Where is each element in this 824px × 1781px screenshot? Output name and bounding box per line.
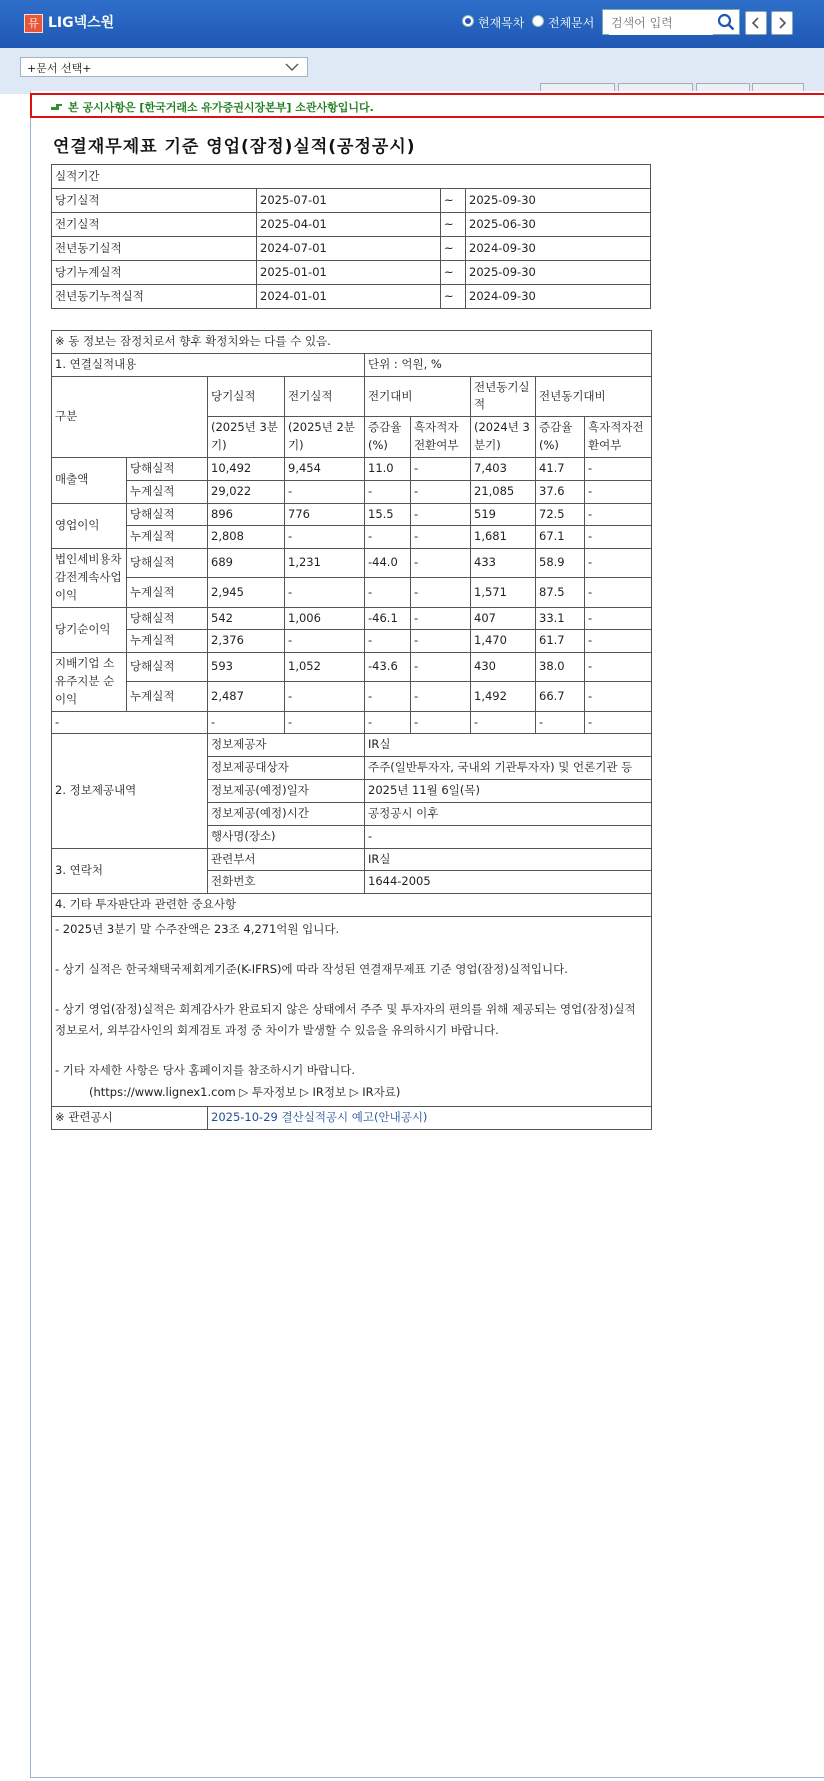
period-label: 전기실적: [52, 213, 257, 237]
col-gubun: 구분: [52, 376, 208, 457]
cell-rate2: 41.7: [536, 457, 585, 480]
table-row: [52, 213, 651, 237]
row-group-label: 지배기업 소유주지분 순이익: [52, 653, 127, 711]
cell-flip2: -: [585, 480, 652, 503]
period-from: 2025-07-01: [257, 189, 441, 213]
notice-banner: [30, 93, 824, 118]
pointing-hand-icon: [50, 99, 64, 113]
notice-text: 본 공시사항은 [한국거래소 유가증권시장본부] 소관사항입니다.: [68, 101, 374, 114]
radio-all-docs[interactable]: [532, 15, 544, 27]
cell: -: [52, 711, 208, 734]
cell-yoy: 21,085: [471, 480, 536, 503]
cell-cur: 542: [208, 607, 285, 630]
cell-cur: 2,376: [208, 630, 285, 653]
section-4-heading: 4. 기타 투자판단과 관련한 중요사항: [52, 894, 652, 917]
period-from: 2025-04-01: [257, 213, 441, 237]
cell-flip: -: [411, 578, 471, 607]
col-yoy-compare: 전년동기대비: [536, 376, 652, 417]
cell-prev: 776: [285, 503, 365, 526]
cell-flip: -: [411, 682, 471, 711]
period-label: 당기누계실적: [52, 261, 257, 285]
row-type: 당해실적: [127, 607, 208, 630]
page-title: 연결재무제표 기준 영업(잠정)실적(공정공시): [53, 137, 416, 157]
disclaimer-note: ※ 동 정보는 잠정치로서 향후 확정치와는 다를 수 있음.: [52, 331, 652, 354]
paragraph: - 2025년 3분기 말 수주잔액은 23조 4,271억원 입니다.: [55, 921, 340, 936]
row-group-label: 영업이익: [52, 503, 127, 549]
row-group-label: 당기순이익: [52, 607, 127, 653]
period-to: 2025-09-30: [466, 189, 651, 213]
cell-cur: 896: [208, 503, 285, 526]
table-row: [52, 682, 652, 711]
cell-flip: -: [411, 457, 471, 480]
period-sep: ~: [441, 237, 466, 261]
cell-flip: -: [411, 653, 471, 682]
radio-current-label: 현재목차: [478, 16, 525, 30]
paragraph: - 상기 영업(잠정)실적은 회계감사가 완료되지 않은 상태에서 주주 및 투자자의 편의를 위해 제공되는 영업(잠정)실적 정보로서, 외부감사인의 회계검토 과정 중 차이가 발생할 수 있음을 유의하시기 바랍니다.: [55, 1001, 636, 1038]
radio-all-label: 전체문서: [548, 16, 595, 30]
search-input[interactable]: [609, 11, 713, 35]
cell-cur: 29,022: [208, 480, 285, 503]
info-key: 행사명(장소): [208, 825, 365, 848]
search-box: [602, 9, 740, 35]
period-sep: ~: [441, 261, 466, 285]
related-label: ※ 관련공시: [52, 1107, 208, 1130]
cell-yoy: 519: [471, 503, 536, 526]
cell-cur: 10,492: [208, 457, 285, 480]
col-current: 당기실적: [208, 376, 285, 417]
cell-prev: 1,006: [285, 607, 365, 630]
cell-cur: 2,945: [208, 578, 285, 607]
cell-rate2: 87.5: [536, 578, 585, 607]
chevron-down-icon: [285, 63, 299, 71]
cell-flip2: -: [585, 607, 652, 630]
period-from: 2024-01-01: [257, 285, 441, 309]
row-group-label: 법인세비용차감전계속사업이익: [52, 549, 127, 607]
cell: -: [411, 711, 471, 734]
cell-rate: -: [365, 682, 411, 711]
table-row: [52, 578, 652, 607]
cell-rate2: 61.7: [536, 630, 585, 653]
row-type: 누계실적: [127, 682, 208, 711]
table-row: [52, 189, 651, 213]
chevron-left-icon: [751, 17, 761, 29]
cell: -: [285, 711, 365, 734]
chevron-right-icon: [777, 17, 787, 29]
results-table: [51, 330, 652, 1130]
cell-yoy: 433: [471, 549, 536, 578]
row-type: 당해실적: [127, 457, 208, 480]
cell-flip2: -: [585, 682, 652, 711]
table-row: [52, 630, 652, 653]
row-type: 누계실적: [127, 526, 208, 549]
row-group-label: 매출액: [52, 457, 127, 503]
row-type: 당해실적: [127, 549, 208, 578]
cell-yoy: 1,470: [471, 630, 536, 653]
info-value: IR실: [365, 734, 652, 757]
document-select-value: +문서 선택+: [27, 62, 92, 75]
paragraph: - 상기 실적은 한국채택국제회계기준(K-IFRS)에 따라 작성된 연결재무제표 기준 영업(잠정)실적입니다.: [55, 961, 568, 976]
section-3-heading: 3. 연락처: [52, 848, 208, 894]
row-type: 누계실적: [127, 630, 208, 653]
col-prev-compare: 전기대비: [365, 376, 471, 417]
contact-value: 1644-2005: [365, 871, 652, 894]
cell-flip: -: [411, 549, 471, 578]
cell-cur: 2,808: [208, 526, 285, 549]
cell-rate: 11.0: [365, 457, 411, 480]
contact-value: IR실: [365, 848, 652, 871]
company-logo-icon: 뮤: [24, 14, 43, 33]
info-value: 2025년 11월 6일(목): [365, 780, 652, 803]
cell-rate: -43.6: [365, 653, 411, 682]
cell-yoy: 7,403: [471, 457, 536, 480]
cell: -: [585, 711, 652, 734]
table-row: [52, 261, 651, 285]
row-type: 당해실적: [127, 653, 208, 682]
sub-flip-yoy: 흑자적자전환여부: [585, 417, 652, 458]
cell-prev: 9,454: [285, 457, 365, 480]
cell-flip2: -: [585, 578, 652, 607]
table-row: [52, 526, 652, 549]
cell-rate2: 38.0: [536, 653, 585, 682]
period-to: 2024-09-30: [466, 285, 651, 309]
cell-yoy: 407: [471, 607, 536, 630]
section-1-heading: 1. 연결실적내용: [52, 353, 365, 376]
cell: -: [365, 711, 411, 734]
cell-rate: -: [365, 578, 411, 607]
cell-prev: -: [285, 578, 365, 607]
period-label: 당기실적: [52, 189, 257, 213]
col-yoy: 전년동기실적: [471, 376, 536, 417]
period-sep: ~: [441, 285, 466, 309]
info-key: 정보제공대상자: [208, 757, 365, 780]
period-label: 전년동기누적실적: [52, 285, 257, 309]
cell: -: [471, 711, 536, 734]
period-from: 2025-01-01: [257, 261, 441, 285]
cell-cur: 2,487: [208, 682, 285, 711]
info-value: 공정공시 이후: [365, 802, 652, 825]
cell-yoy: 1,571: [471, 578, 536, 607]
sub-rate-yoy: 증감율(%): [536, 417, 585, 458]
cell-yoy: 1,492: [471, 682, 536, 711]
cell-flip2: -: [585, 630, 652, 653]
period-header: 실적기간: [52, 165, 651, 189]
cell-cur: 593: [208, 653, 285, 682]
cell-rate2: 37.6: [536, 480, 585, 503]
cell-prev: 1,231: [285, 549, 365, 578]
related-disclosure-link[interactable]: 2025-10-29 결산실적공시 예고(안내공시): [211, 1110, 428, 1124]
cell-rate: -: [365, 526, 411, 549]
cell-rate: 15.5: [365, 503, 411, 526]
period-label: 전년동기실적: [52, 237, 257, 261]
period-to: 2025-06-30: [466, 213, 651, 237]
col-previous: 전기실적: [285, 376, 365, 417]
results-body: [52, 457, 652, 711]
company-name: LIG넥스원: [48, 15, 115, 31]
cell-flip: -: [411, 480, 471, 503]
sub-rate: 증감율(%): [365, 417, 411, 458]
info-value: 주주(일반투자자, 국내외 기관투자자) 및 언론기관 등: [365, 757, 652, 780]
cell-prev: -: [285, 682, 365, 711]
cell-flip: -: [411, 526, 471, 549]
period-sep: ~: [441, 189, 466, 213]
cell-flip2: -: [585, 457, 652, 480]
paragraph: - 기타 자세한 사항은 당사 홈페이지를 참조하시기 바랍니다.: [55, 1063, 356, 1078]
prev-button[interactable]: [745, 11, 767, 35]
sub-flip: 흑자적자전환여부: [411, 417, 471, 458]
info-key: 정보제공(예정)시간: [208, 802, 365, 825]
radio-current-section[interactable]: [462, 15, 474, 27]
other-matters: [52, 916, 652, 1106]
cell-rate: -: [365, 480, 411, 503]
period-to: 2025-09-30: [466, 261, 651, 285]
cell-prev: -: [285, 526, 365, 549]
sub-previous: (2025년 2분기): [285, 417, 365, 458]
sub-yoy: (2024년 3분기): [471, 417, 536, 458]
cell-yoy: 430: [471, 653, 536, 682]
cell-rate: -: [365, 630, 411, 653]
cell: -: [536, 711, 585, 734]
row-type: 누계실적: [127, 480, 208, 503]
period-sep: ~: [441, 213, 466, 237]
period-from: 2024-07-01: [257, 237, 441, 261]
cell-rate: -46.1: [365, 607, 411, 630]
info-key: 정보제공(예정)일자: [208, 780, 365, 803]
cell-prev: -: [285, 480, 365, 503]
period-table: [51, 164, 651, 309]
contact-key: 관련부서: [208, 848, 365, 871]
table-row: [52, 480, 652, 503]
cell-flip2: -: [585, 503, 652, 526]
cell-rate: -44.0: [365, 549, 411, 578]
period-to: 2024-09-30: [466, 237, 651, 261]
info-key: 정보제공자: [208, 734, 365, 757]
table-row: [52, 237, 651, 261]
cell-flip: -: [411, 630, 471, 653]
table-row: [52, 457, 652, 480]
cell-rate2: 33.1: [536, 607, 585, 630]
cell-flip: -: [411, 607, 471, 630]
cell-flip2: -: [585, 549, 652, 578]
cell-cur: 689: [208, 549, 285, 578]
cell: -: [208, 711, 285, 734]
cell-rate2: 72.5: [536, 503, 585, 526]
table-row: [52, 503, 652, 526]
table-row: [52, 607, 652, 630]
search-icon[interactable]: [717, 13, 735, 31]
cell-rate2: 67.1: [536, 526, 585, 549]
table-row: [52, 285, 651, 309]
section-2-heading: 2. 정보제공내역: [52, 734, 208, 848]
document-select[interactable]: [20, 57, 308, 77]
cell-flip2: -: [585, 653, 652, 682]
paragraph: (https://www.lignex1.com ▷ 투자정보 ▷ IR정보 ▷ IR자료): [89, 1085, 401, 1100]
cell-flip2: -: [585, 526, 652, 549]
cell-rate2: 66.7: [536, 682, 585, 711]
cell-prev: 1,052: [285, 653, 365, 682]
cell-yoy: 1,681: [471, 526, 536, 549]
next-button[interactable]: [771, 11, 793, 35]
table-row: [52, 653, 652, 682]
table-row: [52, 549, 652, 578]
sub-current: (2025년 3분기): [208, 417, 285, 458]
table-row: [52, 711, 652, 734]
row-type: 당해실적: [127, 503, 208, 526]
info-value: -: [365, 825, 652, 848]
cell-prev: -: [285, 630, 365, 653]
unit-label: 단위 : 억원, %: [365, 353, 652, 376]
contact-key: 전화번호: [208, 871, 365, 894]
cell-rate2: 58.9: [536, 549, 585, 578]
cell-flip: -: [411, 503, 471, 526]
row-type: 누계실적: [127, 578, 208, 607]
